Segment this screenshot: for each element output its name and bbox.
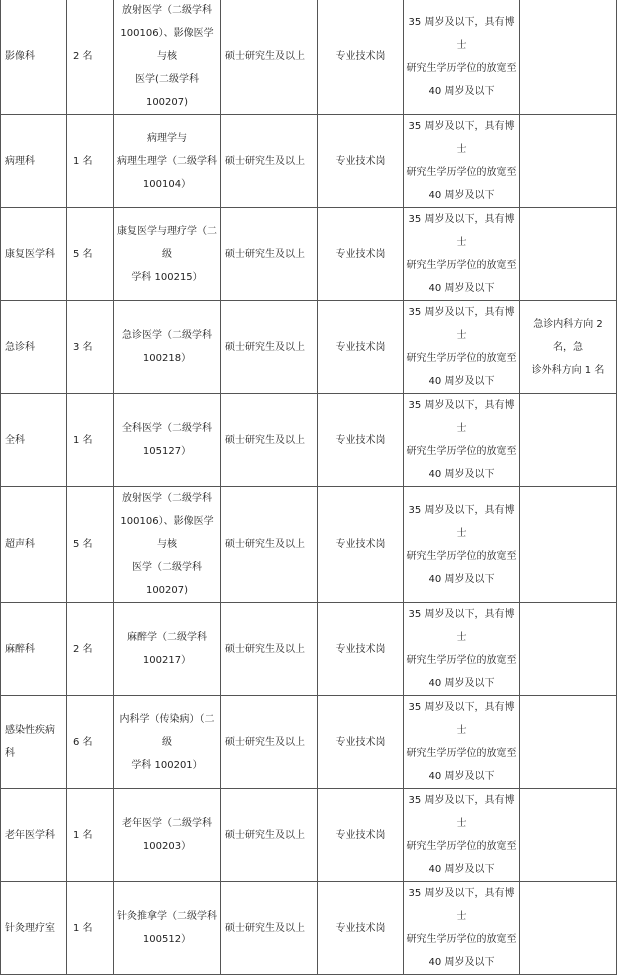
major-cell-line: 放射医学（二级学科 — [122, 5, 212, 16]
table-row — [1, 603, 617, 696]
age-cell — [404, 487, 520, 603]
count-cell: 5 名 — [67, 208, 114, 301]
age-cell-line: 35 周岁及以下，具有博士 — [408, 888, 515, 922]
major-cell — [114, 487, 221, 603]
count-cell: 2 名 — [67, 0, 114, 115]
major-cell-line: 全科医学（二级学科 — [122, 423, 212, 434]
major-cell-line: 学科 100201） — [131, 759, 203, 771]
major-cell — [114, 208, 221, 301]
age-cell-line: 35 周岁及以下，具有博士 — [408, 121, 515, 155]
dept-cell: 急诊科 — [1, 301, 67, 394]
age-cell-line: 40 周岁及以下 — [428, 469, 495, 480]
table-body — [1, 0, 617, 975]
age-cell-line: 35 周岁及以下，具有博士 — [408, 400, 515, 434]
degree-cell: 硕士研究生及以上 — [221, 789, 318, 882]
major-cell-line: 医学（二级学科 100207) — [132, 562, 202, 596]
age-cell — [404, 603, 520, 696]
major-cell — [114, 603, 221, 696]
degree-cell: 硕士研究生及以上 — [221, 487, 318, 603]
major-cell-line: 急诊医学（二级学科 — [122, 330, 212, 341]
major-cell-line: 放射医学（二级学科 — [122, 493, 212, 504]
age-cell-line: 研究生学历学位的放宽至 — [406, 353, 517, 364]
count-cell: 3 名 — [67, 301, 114, 394]
table-row — [1, 301, 617, 394]
post-cell: 专业技术岗 — [318, 603, 404, 696]
table-row — [1, 882, 617, 975]
major-cell — [114, 0, 221, 115]
count-cell: 6 名 — [67, 696, 114, 789]
age-cell-line: 35 周岁及以下，具有博士 — [408, 702, 515, 736]
note-cell — [520, 394, 617, 487]
major-cell-line: 100203） — [142, 841, 192, 852]
table-row — [1, 0, 617, 115]
major-cell — [114, 882, 221, 975]
age-cell — [404, 115, 520, 208]
dept-cell: 老年医学科 — [1, 789, 67, 882]
age-cell-line: 研究生学历学位的放宽至 — [406, 748, 517, 759]
age-cell-line: 40 周岁及以下 — [428, 190, 495, 201]
dept-cell: 病理科 — [1, 115, 67, 208]
count-cell: 5 名 — [67, 487, 114, 603]
age-cell-line: 研究生学历学位的放宽至 — [406, 62, 517, 74]
degree-cell: 硕士研究生及以上 — [221, 696, 318, 789]
age-cell — [404, 301, 520, 394]
age-cell-line: 35 周岁及以下，具有博士 — [408, 504, 515, 539]
degree-cell: 硕士研究生及以上 — [221, 301, 318, 394]
age-cell-line: 研究生学历学位的放宽至 — [406, 655, 517, 666]
age-cell-line: 40 周岁及以下 — [428, 957, 495, 968]
age-cell-line: 35 周岁及以下，具有博士 — [408, 609, 515, 643]
major-cell-line: 100106）、影像医学与核 — [120, 28, 214, 62]
age-cell-line: 40 周岁及以下 — [428, 771, 495, 782]
dept-cell: 康复医学科 — [1, 208, 67, 301]
age-cell — [404, 789, 520, 882]
age-cell-line: 35 周岁及以下，具有博士 — [408, 16, 515, 51]
dept-cell: 超声科 — [1, 487, 67, 603]
table-row — [1, 789, 617, 882]
major-cell-line: 内科学（传染病）（二级 — [119, 713, 215, 748]
degree-cell: 硕士研究生及以上 — [221, 882, 318, 975]
table-row — [1, 487, 617, 603]
age-cell-line: 35 周岁及以下，具有博士 — [408, 214, 515, 248]
major-cell-line: 学科 100215） — [131, 271, 203, 283]
table-row — [1, 394, 617, 487]
degree-cell: 硕士研究生及以上 — [221, 394, 318, 487]
age-cell — [404, 0, 520, 115]
major-cell-line: 老年医学（二级学科 — [122, 818, 212, 829]
age-cell — [404, 394, 520, 487]
dept-cell: 麻醉科 — [1, 603, 67, 696]
count-cell: 1 名 — [67, 789, 114, 882]
dept-cell: 全科 — [1, 394, 67, 487]
note-cell-line: 诊外科方向 1 名 — [531, 364, 605, 376]
note-cell — [520, 882, 617, 975]
post-cell: 专业技术岗 — [318, 115, 404, 208]
count-cell: 1 名 — [67, 115, 114, 208]
count-cell: 2 名 — [67, 603, 114, 696]
dept-cell: 针灸理疗室 — [1, 882, 67, 975]
major-cell-line: 105127） — [142, 446, 192, 457]
major-cell-line: 康复医学与理疗学（二级 — [117, 225, 217, 260]
note-cell — [520, 487, 617, 603]
age-cell-line: 研究生学历学位的放宽至 — [406, 934, 517, 945]
dept-cell: 感染性疾病科 — [1, 696, 67, 789]
major-cell — [114, 789, 221, 882]
age-cell-line: 40 周岁及以下 — [428, 573, 495, 585]
age-cell-line: 35 周岁及以下，具有博士 — [408, 795, 515, 829]
major-cell-line: 麻醉学（二级学科 — [127, 632, 207, 643]
age-cell — [404, 208, 520, 301]
age-cell — [404, 882, 520, 975]
note-cell — [520, 0, 617, 115]
major-cell-line: 病理学与 — [147, 132, 187, 144]
degree-cell: 硕士研究生及以上 — [221, 115, 318, 208]
post-cell: 专业技术岗 — [318, 0, 404, 115]
degree-cell: 硕士研究生及以上 — [221, 603, 318, 696]
age-cell-line: 40 周岁及以下 — [428, 376, 495, 387]
major-cell-line: 100217） — [142, 655, 192, 666]
major-cell-line: 100512） — [142, 934, 192, 945]
note-cell — [520, 603, 617, 696]
major-cell-line: 病理生理学（二级学科 — [117, 155, 217, 167]
major-cell-line: 针灸推拿学（二级学科 — [117, 911, 217, 922]
note-cell — [520, 208, 617, 301]
post-cell: 专业技术岗 — [318, 789, 404, 882]
age-cell-line: 40 周岁及以下 — [428, 678, 495, 689]
degree-cell: 硕士研究生及以上 — [221, 208, 318, 301]
post-cell: 专业技术岗 — [318, 208, 404, 301]
age-cell-line: 研究生学历学位的放宽至 — [406, 841, 517, 852]
note-cell — [520, 696, 617, 789]
major-cell-line: 医学(二级学科 100207) — [135, 74, 199, 108]
major-cell — [114, 301, 221, 394]
major-cell-line: 100106）、影像医学与核 — [120, 516, 214, 550]
age-cell-line: 研究生学历学位的放宽至 — [406, 550, 517, 562]
major-cell — [114, 115, 221, 208]
note-cell — [520, 789, 617, 882]
post-cell: 专业技术岗 — [318, 487, 404, 603]
age-cell-line: 35 周岁及以下，具有博士 — [408, 307, 515, 341]
age-cell-line: 研究生学历学位的放宽至 — [406, 167, 517, 178]
table-row — [1, 208, 617, 301]
age-cell-line: 40 周岁及以下 — [428, 283, 495, 294]
dept-cell: 影像科 — [1, 0, 67, 115]
table-row — [1, 115, 617, 208]
note-cell — [520, 115, 617, 208]
age-cell-line: 40 周岁及以下 — [428, 85, 495, 97]
note-cell — [520, 301, 617, 394]
table-row — [1, 696, 617, 789]
post-cell: 专业技术岗 — [318, 394, 404, 487]
major-cell — [114, 696, 221, 789]
age-cell — [404, 696, 520, 789]
post-cell: 专业技术岗 — [318, 696, 404, 789]
post-cell: 专业技术岗 — [318, 882, 404, 975]
age-cell-line: 40 周岁及以下 — [428, 864, 495, 875]
major-cell-line: 100104） — [142, 178, 192, 190]
major-cell-line: 100218） — [142, 353, 192, 364]
age-cell-line: 研究生学历学位的放宽至 — [406, 446, 517, 457]
age-cell-line: 研究生学历学位的放宽至 — [406, 260, 517, 271]
note-cell-line: 急诊内科方向 2 名，急 — [533, 318, 603, 353]
count-cell: 1 名 — [67, 394, 114, 487]
post-cell: 专业技术岗 — [318, 301, 404, 394]
count-cell: 1 名 — [67, 882, 114, 975]
degree-cell: 硕士研究生及以上 — [221, 0, 318, 115]
major-cell — [114, 394, 221, 487]
